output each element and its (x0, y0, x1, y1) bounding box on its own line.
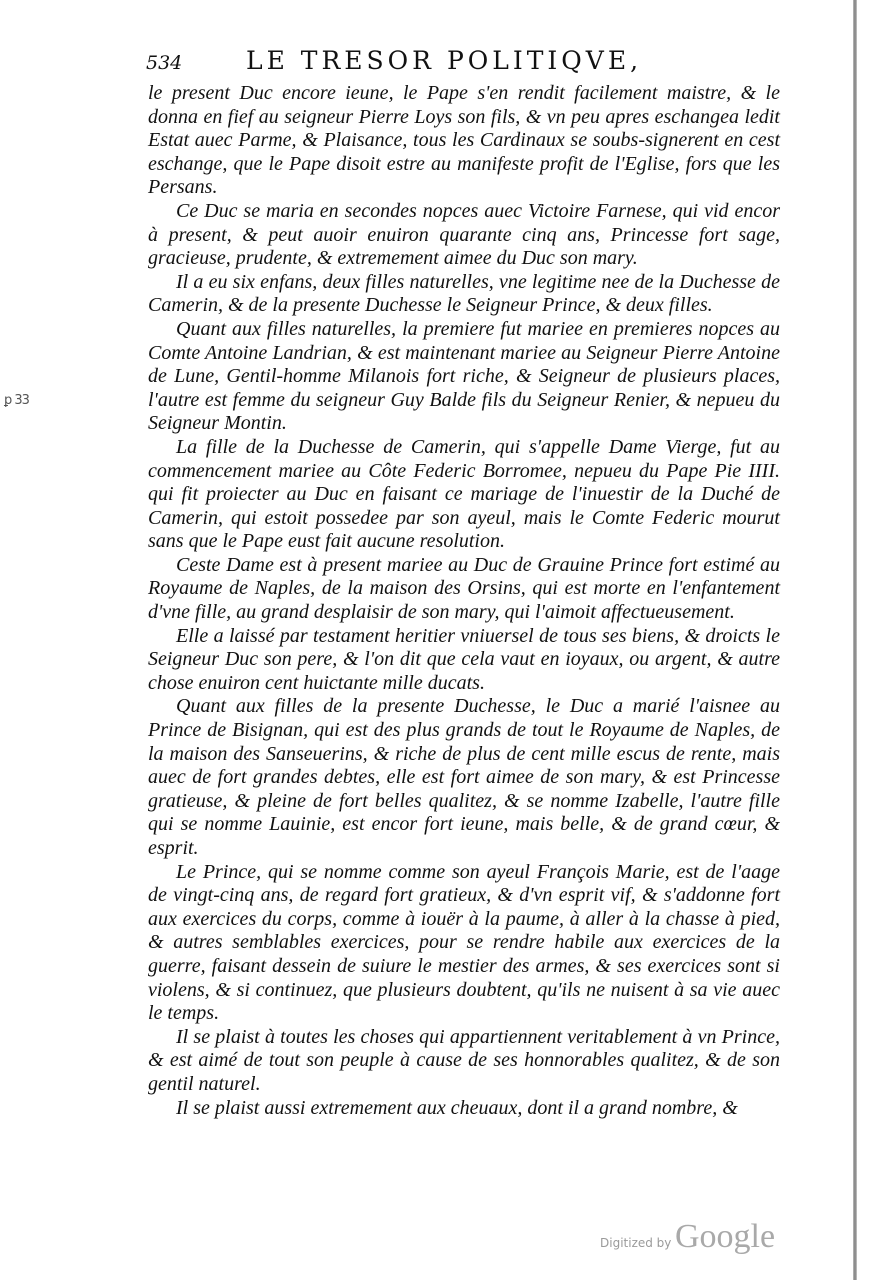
paragraph: Ceste Dame est à present mariee au Duc de Grauine Prince fort estimé au Royaume de Naples, de la maison des Orsins, qui est morte en l'enfantement d'vne fille, au grand desplaisir de son mary, qui l'aimoit affectueusement. (148, 553, 780, 624)
body-text (148, 82, 780, 1120)
paragraph: Il se plaist à toutes les choses qui appartiennent veritablement à vn Prince, & est aimé de tout son peuple à cause de ses honnorables qualitez, & de son gentil naturel. (148, 1025, 780, 1095)
paragraph: Quant aux filles de la presente Duchesse, le Duc a marié l'aisnee au Prince de Bisignan, qui est des plus grands de tout le Royaume de Naples, de la maison des Sanseuerins, & riche de plus de cent mille escus de rente, mais auec de fort grandes debtes, elle est fort aimee de son mary, & est Princesse gratieuse, & pleine de fort belles qualitez, & se nomme Izabelle, l'autre fille qui se nomme Lauinie, est encor fort ieune, mais belle, & de grand cœur, & esprit. (148, 695, 780, 859)
paragraph: Ce Duc se maria en secondes nopces auec Victoire Farnese, qui vid encor à present, & peut auoir enuiron quarante cinq ans, Princesse fort sage, gracieuse, prudente, & extremement aimee du Duc son mary. (148, 199, 780, 270)
paragraph: Elle a laissé par testament heritier vniuersel de tous ses biens, & droicts le Seigneur Duc son pere, & l'on dit que cela vaut en ioyaux, ou argent, & autre chose enuiron cent huictante mille ducats. (148, 624, 780, 694)
running-title: LE TRESOR POLITIQVE, (246, 46, 643, 75)
running-head (146, 46, 786, 82)
page-number: 534 (146, 52, 183, 74)
google-logo: Google (675, 1218, 776, 1255)
paragraph: Il a eu six enfans, deux filles naturelles, vne legitime nee de la Duchesse de Camerin, & de la presente Duchesse le Seigneur Prince, & deux filles. (148, 270, 780, 317)
paragraph: Quant aux filles naturelles, la premiere fut mariee en premieres nopces au Comte Antoine Landrian, & est maintenant mariee au Seigneur Pierre Antoine de Lune, Gentil-homme Milanois fort riche, & Seigneur de plusieurs places, l'autre est femme du seigneur Guy Balde fils du Seigneur Renier, & nepueu du Seigneur Montin. (148, 317, 780, 435)
digitized-watermark (600, 1218, 800, 1258)
paragraph: le present Duc encore ieune, le Pape s'en rendit facilement maistre, & le donna en fief au seigneur Pierre Loys son fils, & vn peu apres eschangea ledit Estat auec Parme, & Plaisance, tous les Cardinaux se soubs-signerent en cest eschange, que le Pape disoit estre au manifeste profit de l'Eglise, fors que les Persans. (148, 82, 780, 199)
page-edge-shadow (853, 0, 857, 1280)
paragraph: La fille de la Duchesse de Camerin, qui s'appelle Dame Vierge, fut au commencement mariee au Côte Federic Borromee, nepueu du Pape Pie IIII. qui fit proiecter au Duc en faisant ce mariage de l'inuestir de la Duché de Camerin, qui estoit possedee par son ayeul, mais le Comte Federic mourut sans que le Pape eust fait aucune resolution. (148, 435, 780, 553)
paragraph: Le Prince, qui se nomme comme son ayeul François Marie, est de l'aage de vingt-cinq ans, de regard fort gratieux, & d'vn esprit vif, & s'addonne fort aux exercices du corps, comme à iouër à la paume, à aller à la chasse à pied, & autres semblables exercices, pour se rendre habile aux exercices de la guerre, faisant dessein de suiure le mestier des armes, & ses exercices sont si violens, & si continuez, que plusieurs doubtent, qu'ils ne nuisent à sa vie auec le temps. (148, 860, 780, 1025)
digitized-by-label: Digitized by (600, 1236, 672, 1250)
margin-note: ꝑ 33 (4, 393, 29, 408)
paragraph: Il se plaist aussi extremement aux cheuaux, dont il a grand nombre, & (176, 1096, 738, 1119)
